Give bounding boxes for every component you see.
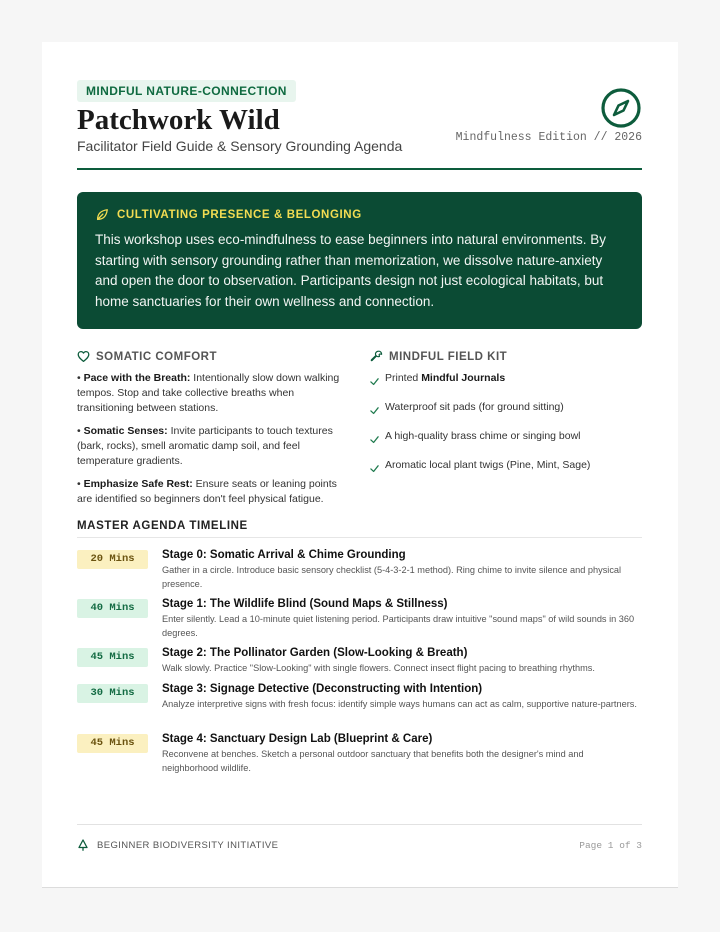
somatic-item-label: Somatic Senses: — [83, 425, 168, 437]
banner-heading-text: CULTIVATING PRESENCE & BELONGING — [117, 209, 362, 221]
agenda-divider — [77, 537, 642, 538]
kit-item-text: Waterproof sit pads (for ground sitting) — [385, 401, 564, 413]
somatic-heading-text: SOMATIC COMFORT — [96, 350, 217, 363]
footer-org-text: BEGINNER BIODIVERSITY INITIATIVE — [97, 839, 279, 851]
somatic-item: • Somatic Senses: Invite participants to touch textures (bark, rocks), smell aromatic damp soil, and feel temperature gradients. — [77, 425, 333, 467]
stage-title: Stage 2: The Pollinator Garden (Slow-Looking & Breath) — [162, 647, 468, 659]
kit-item-prefix: Printed — [385, 372, 422, 384]
kit-heading-text: MINDFUL FIELD KIT — [389, 350, 508, 363]
stage-description: Walk slowly. Practice "Slow-Looking" with single flowers. Connect insect flight pacing to breathing rhythms. — [162, 663, 595, 673]
somatic-item-label: Pace with the Breath: — [83, 372, 191, 384]
somatic-item-text: Ensure seats or leaning points are identified so beginners don't feel physical fatigue. — [77, 478, 337, 505]
duration-pill: 30 Mins — [77, 684, 148, 703]
kit-item-text: Aromatic local plant twigs (Pine, Mint, Sage) — [385, 459, 591, 471]
duration-pill: 20 Mins — [77, 550, 148, 569]
wrench-icon — [370, 350, 383, 363]
kit-item-text: A high-quality brass chime or singing bowl — [385, 430, 581, 442]
check-icon — [370, 406, 379, 415]
somatic-item: • Emphasize Safe Rest: Ensure seats or leaning points are identified so beginners don't feel physical fatigue. — [77, 478, 337, 505]
footer-divider — [77, 824, 642, 825]
page-subtitle: Facilitator Field Guide & Sensory Grounding Agenda — [77, 138, 403, 154]
edition-label: Mindfulness Edition // 2026 — [455, 131, 642, 144]
kit-list — [370, 371, 642, 473]
stage-description: Enter silently. Lead a 10-minute quiet listening period. Participants draw intuitive "sound maps" of wild sounds in 360 degrees. — [162, 614, 635, 638]
banner-heading — [95, 208, 624, 222]
kit-item — [370, 371, 642, 386]
stage-description: Reconvene at benches. Sketch a personal outdoor sanctuary that benefits both the designer's mind and neighborhood wildlife. — [162, 749, 584, 773]
document-page — [42, 42, 678, 888]
leaf-icon — [95, 208, 109, 222]
somatic-item-text: Invite participants to touch textures (bark, rocks), smell aromatic damp soil, and feel temperature gradients. — [77, 425, 333, 467]
duration-pill: 45 Mins — [77, 734, 148, 753]
stage-title: Stage 0: Somatic Arrival & Chime Grounding — [162, 549, 406, 561]
stage-title: Stage 4: Sanctuary Design Lab (Blueprint & Care) — [162, 733, 433, 745]
duration-pill: 45 Mins — [77, 648, 148, 667]
tree-icon — [77, 839, 89, 851]
category-tag: MINDFUL NATURE-CONNECTION — [77, 80, 296, 102]
somatic-heading — [77, 350, 349, 363]
agenda-heading: MASTER AGENDA TIMELINE — [77, 520, 248, 532]
banner-text: This workshop uses eco-mindfulness to ease beginners into natural environments. By starting with sensory grounding rather than memorization, we dissolve nature-anxiety and open the door to observation. Participants design not just ecological habitats, but home sanctuaries for their own wellness and connection. — [95, 232, 607, 309]
check-icon — [370, 435, 379, 444]
check-icon — [370, 464, 379, 473]
page-title: Patchwork Wild — [77, 104, 280, 136]
check-icon — [370, 377, 379, 386]
kit-item-text — [385, 371, 505, 385]
field-kit-section — [370, 350, 642, 473]
kit-item-bold: Mindful Journals — [421, 372, 506, 384]
stage-description: Gather in a circle. Introduce basic sensory checklist (5-4-3-2-1 method). Ring chime to invite silence and physical presence. — [162, 565, 622, 589]
stage-description: Analyze interpretive signs with fresh focus: identify simple ways humans can act as calm, supportive nature-partners. — [162, 699, 637, 709]
duration-pill: 40 Mins — [77, 599, 148, 618]
kit-item — [370, 458, 642, 473]
somatic-item-text: Intentionally slow down walking tempos. Stop and take collective breaths when transitioning between stations. — [77, 372, 340, 414]
somatic-item: • Pace with the Breath: Intentionally slow down walking tempos. Stop and take collective breaths when transitioning between stations. — [77, 372, 340, 414]
kit-item — [370, 400, 642, 415]
footer-org — [77, 839, 278, 851]
header-divider — [77, 168, 642, 170]
page-number: Page 1 of 3 — [579, 840, 642, 851]
stage-title: Stage 3: Signage Detective (Deconstructing with Intention) — [162, 683, 483, 695]
stage-title: Stage 1: The Wildlife Blind (Sound Maps & Stillness) — [162, 598, 448, 610]
somatic-comfort-section — [77, 350, 349, 507]
compass-icon — [600, 87, 642, 129]
intro-banner — [77, 192, 642, 329]
somatic-item-label: Emphasize Safe Rest: — [83, 478, 193, 490]
heart-icon — [77, 350, 90, 363]
kit-heading — [370, 350, 642, 363]
kit-item — [370, 429, 642, 444]
